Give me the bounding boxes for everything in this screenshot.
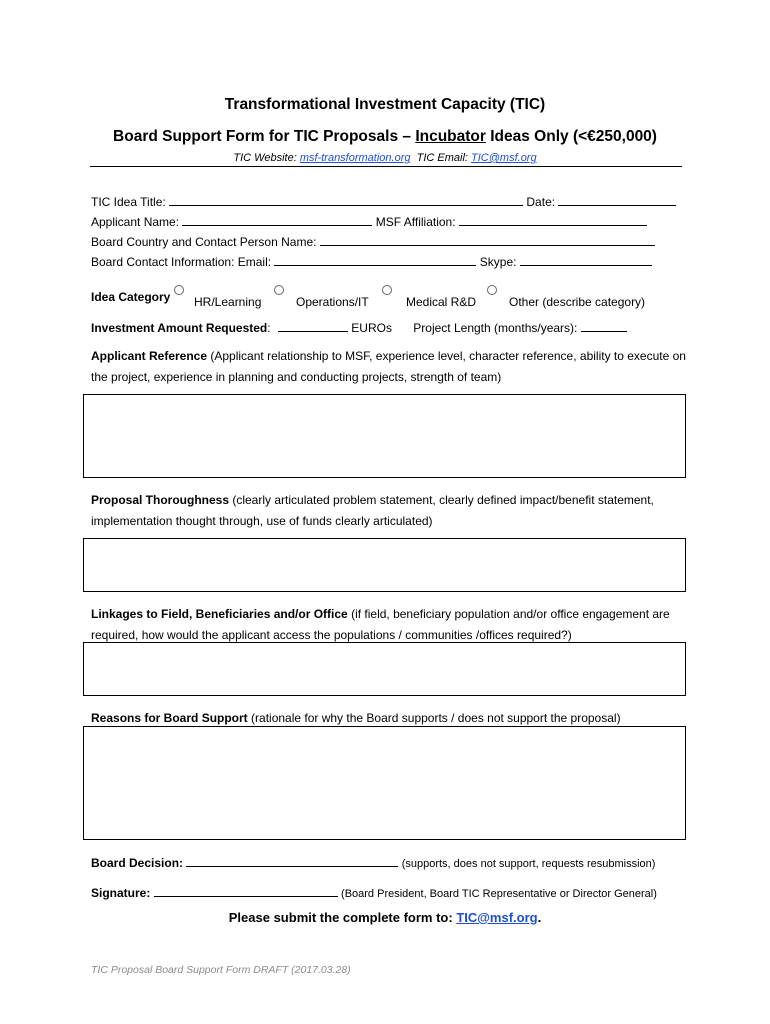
submit-email-link[interactable]: TIC@msf.org <box>456 910 538 925</box>
category-option-label: Operations/IT <box>296 295 369 309</box>
board-country-label: Board Country and Contact Person Name: <box>91 235 317 249</box>
email-link[interactable]: TIC@msf.org <box>471 152 537 164</box>
section-heading: Proposal Thoroughness <box>91 493 230 507</box>
section-heading: Linkages to Field, Beneficiaries and/or Office <box>91 607 348 621</box>
section-description: (Applicant relationship to MSF, experience level, character reference, ability to execute on the project, experience in planning and conducting projects, strength of team) <box>91 349 686 384</box>
signature-hint: (Board President, Board TIC Representative or Director General) <box>341 888 657 900</box>
investment-row <box>91 320 627 335</box>
idea-category-label: Idea Category <box>91 290 171 304</box>
footer-text: TIC Proposal Board Support Form DRAFT (2017.03.28) <box>91 964 351 976</box>
section-heading: Reasons for Board Support <box>91 711 248 725</box>
radio-icon[interactable] <box>174 285 184 295</box>
category-option-medical[interactable] <box>382 285 477 309</box>
skype-label: Skype: <box>479 255 517 269</box>
subtitle-suffix: Ideas Only (<€250,000) <box>485 128 657 145</box>
board-contact-label: Board Contact Information: Email: <box>91 255 272 269</box>
board-decision-hint: (supports, does not support, requests resubmission) <box>401 858 656 870</box>
subtitle-prefix: Board Support Form for TIC Proposals – <box>113 128 416 145</box>
category-option-other[interactable] <box>487 285 646 309</box>
linkages-textbox[interactable] <box>83 642 686 696</box>
section-proposal-thoroughness <box>91 490 687 532</box>
affiliation-label: MSF Affiliation: <box>375 215 456 229</box>
affiliation-field[interactable] <box>459 214 647 226</box>
section-linkages <box>91 604 687 646</box>
section-applicant-reference <box>91 346 687 388</box>
email-label: TIC Email: <box>416 152 468 164</box>
date-label: Date: <box>526 195 556 209</box>
proposal-thoroughness-textbox[interactable] <box>83 538 686 592</box>
category-option-label: HR/Learning <box>194 295 262 309</box>
section-description: (rationale for why the Board supports / does not support the proposal) <box>247 711 621 725</box>
section-heading: Applicant Reference <box>91 349 208 363</box>
idea-title-field[interactable] <box>169 194 523 206</box>
section-description: (clearly articulated problem statement, clearly defined impact/benefit statement, implementation thought through, use of funds clearly articulated) <box>91 493 654 528</box>
idea-title-row <box>91 194 676 209</box>
board-contact-row <box>91 254 652 269</box>
board-country-field[interactable] <box>320 234 655 246</box>
reasons-board-support-textbox[interactable] <box>83 726 686 840</box>
form-subtitle <box>0 128 770 146</box>
board-decision-label: Board Decision: <box>91 856 184 870</box>
applicant-name-field[interactable] <box>182 214 372 226</box>
website-label: TIC Website: <box>233 152 297 164</box>
category-option-label: Medical R&D <box>406 295 477 309</box>
board-decision-row <box>91 855 655 870</box>
board-country-row <box>91 234 655 249</box>
investment-unit: EUROs <box>351 321 392 335</box>
skype-field[interactable] <box>520 254 652 266</box>
radio-icon[interactable] <box>487 285 497 295</box>
category-option-hr[interactable] <box>174 285 262 309</box>
board-decision-field[interactable] <box>186 855 398 867</box>
board-email-field[interactable] <box>274 254 476 266</box>
applicant-row <box>91 214 647 229</box>
radio-icon[interactable] <box>382 285 392 295</box>
radio-icon[interactable] <box>274 285 284 295</box>
website-link[interactable]: msf-transformation.org <box>299 152 411 164</box>
signature-label: Signature: <box>91 886 151 900</box>
idea-category-row <box>91 290 170 304</box>
section-description: (if field, beneficiary population and/or office engagement are required, how would the applicant access the populations / communities /offices required?) <box>91 607 670 642</box>
header-divider <box>90 166 682 167</box>
category-option-operations[interactable] <box>274 285 369 309</box>
investment-label: Investment Amount Requested <box>91 321 268 335</box>
project-length-field[interactable] <box>581 320 627 332</box>
signature-row <box>91 885 657 900</box>
form-title: Transformational Investment Capacity (TIC) <box>224 96 546 113</box>
investment-colon: : <box>267 321 271 335</box>
applicant-name-label: Applicant Name: <box>91 215 180 229</box>
contact-line <box>0 152 770 164</box>
subtitle-underlined: Incubator <box>415 128 486 145</box>
applicant-reference-textbox[interactable] <box>83 394 686 478</box>
date-field[interactable] <box>558 194 676 206</box>
submit-text: Please submit the complete form to: <box>228 910 457 925</box>
signature-field[interactable] <box>154 885 338 897</box>
investment-amount-field[interactable] <box>278 320 348 332</box>
submit-end: . <box>537 910 542 925</box>
idea-title-label: TIC Idea Title: <box>91 195 166 209</box>
category-option-label: Other (describe category) <box>509 295 646 309</box>
submit-instruction <box>0 910 770 925</box>
project-length-label: Project Length (months/years): <box>413 321 578 335</box>
